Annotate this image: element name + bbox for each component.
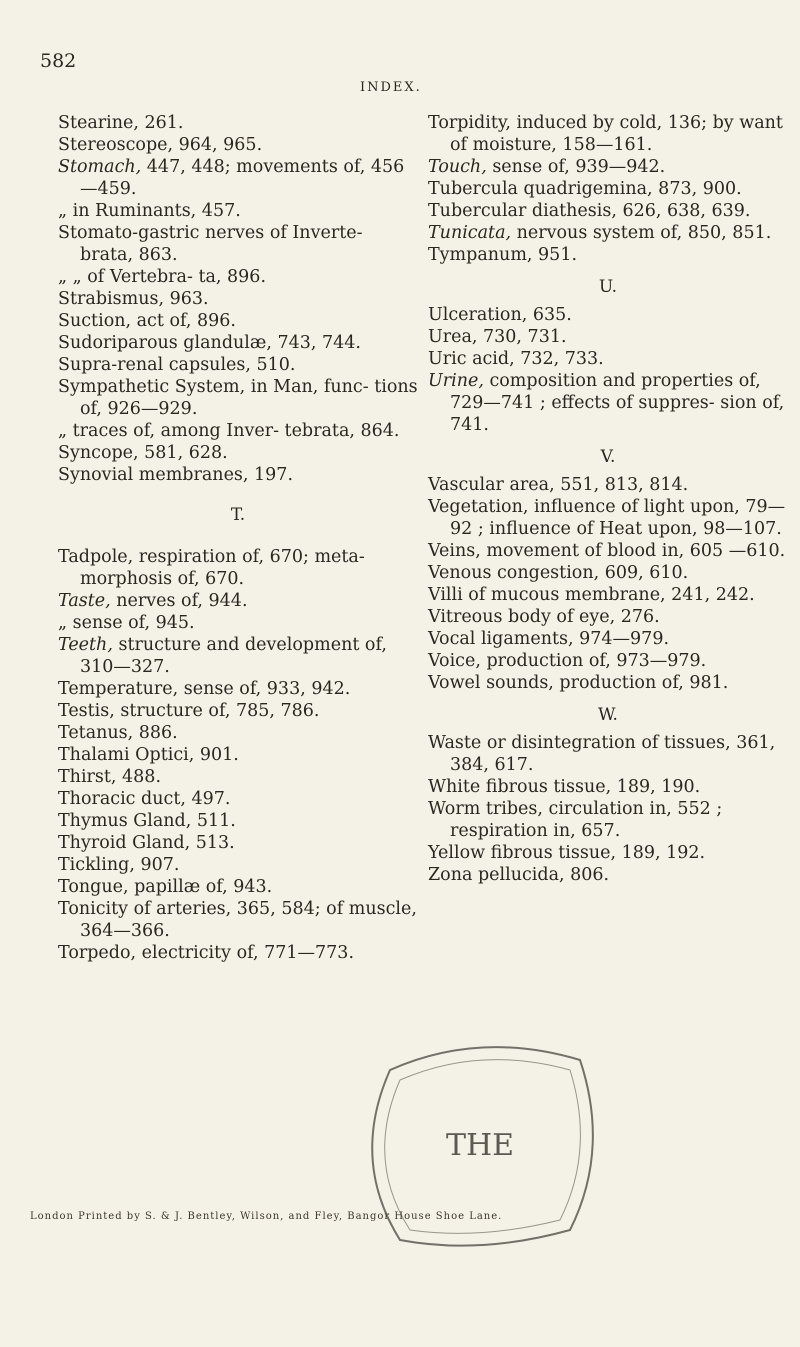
index-entry: Stearine, 261. [58,113,184,133]
index-entry: Tonicity of arteries, 365, 584; of muscle, 364—366. [58,899,417,941]
index-entry: Supra-renal capsules, 510. [58,355,296,375]
index-entry: Vascular area, 551, 813, 814. [428,475,689,495]
index-entry: White fibrous tissue, 189, 190. [428,777,701,797]
index-entry: Veins, movement of blood in, 605 —610. [428,541,786,561]
index-entry: Urea, 730, 731. [428,327,567,347]
left-column [58,112,418,964]
index-entry: Torpedo, electricity of, 771—773. [58,943,355,963]
index-entry: Vowel sounds, production of, 981. [428,673,729,693]
printer-footer: London Printed by S. & J. Bentley, Wilson, and Fley, Bangor House Shoe Lane. [30,1211,503,1222]
index-entry: Sudoriparous glandulæ, 743, 744. [58,333,361,353]
index-entry: Worm tribes, circulation in, 552 ; respiration in, 657. [428,799,723,841]
index-entry: Zona pellucida, 806. [428,865,610,885]
section-heading-w: W. [598,705,618,725]
index-entry: Suction, act of, 896. [58,311,236,331]
index-entry: Thoracic duct, 497. [58,789,231,809]
index-entry: Waste or disintegration of tissues, 361, 384, 617. [428,733,776,775]
index-entry: Teeth, structure and development of, 310—327. [58,635,387,677]
index-entry: Thalami Optici, 901. [58,745,239,765]
index-entry: Stereoscope, 964, 965. [58,135,263,155]
index-entry: Temperature, sense of, 933, 942. [58,679,351,699]
index-entry: Thirst, 488. [58,767,162,787]
index-entry: Voice, production of, 973—979. [428,651,707,671]
running-head: INDEX. [360,80,422,95]
section-heading-u: U. [598,277,618,297]
section-heading-t: T. [230,505,246,525]
index-entry: Villi of mucous membrane, 241, 242. [428,585,755,605]
section-t-entries [58,546,418,964]
index-entry: Tubercular diathesis, 626, 638, 639. [428,201,751,221]
index-entry: Testis, structure of, 785, 786. [58,701,320,721]
index-entry: Vegetation, influence of light upon, 79—92 ; influence of Heat upon, 98—107. [428,497,786,539]
index-entry: Urine, composition and properties of, 729—741 ; effects of suppres- sion of, 741. [428,371,785,435]
index-entry: „ sense of, 945. [58,613,195,633]
index-entry: Tympanum, 951. [428,245,578,265]
index-entry: Tubercula quadrigemina, 873, 900. [428,179,742,199]
page-number: 582 [40,50,77,72]
index-entry: Vitreous body of eye, 276. [428,607,660,627]
index-entry: Torpidity, induced by cold, 136; by want of moisture, 158—161. [428,113,783,155]
index-entry: Taste, nerves of, 944. [58,591,248,611]
index-entry: Uric acid, 732, 733. [428,349,604,369]
index-entry: Touch, sense of, 939—942. [428,157,666,177]
section-s-entries [58,112,418,486]
index-entry: Sympathetic System, in Man, func- tions of, 926—929. [58,377,418,419]
index-entry: Tunicata, nervous system of, 850, 851. [428,223,772,243]
index-entry: Tongue, papillæ of, 943. [58,877,273,897]
section-t-continued-entries [428,112,788,266]
section-w-entries [428,732,788,886]
section-u-entries [428,304,788,436]
index-entry: Vocal ligaments, 974—979. [428,629,670,649]
index-entry: Yellow fibrous tissue, 189, 192. [428,843,706,863]
index-entry: Strabismus, 963. [58,289,209,309]
index-entry: „ traces of, among Inver- tebrata, 864. [58,421,400,441]
index-entry: Tetanus, 886. [58,723,178,743]
index-entry: Thymus Gland, 511. [58,811,236,831]
index-entry: Venous congestion, 609, 610. [428,563,689,583]
index-entry: Synovial membranes, 197. [58,465,294,485]
index-entry: „ „ of Vertebra- ta, 896. [58,267,267,287]
index-entry: Tadpole, respiration of, 670; meta- morphosis of, 670. [58,547,365,589]
section-heading-v: V. [600,447,616,467]
index-entry: Ulceration, 635. [428,305,572,325]
right-column [428,112,788,886]
section-v-entries [428,474,788,694]
index-entry: Stomato-gastric nerves of Inverte- brata, 863. [58,223,363,265]
index-entry: „ in Ruminants, 457. [58,201,241,221]
index-entry: Syncope, 581, 628. [58,443,228,463]
index-entry: Tickling, 907. [58,855,180,875]
stamp-text: THE [445,1128,515,1163]
index-entry: Thyroid Gland, 513. [58,833,235,853]
index-entry: Stomach, 447, 448; movements of, 456—459. [58,157,405,199]
